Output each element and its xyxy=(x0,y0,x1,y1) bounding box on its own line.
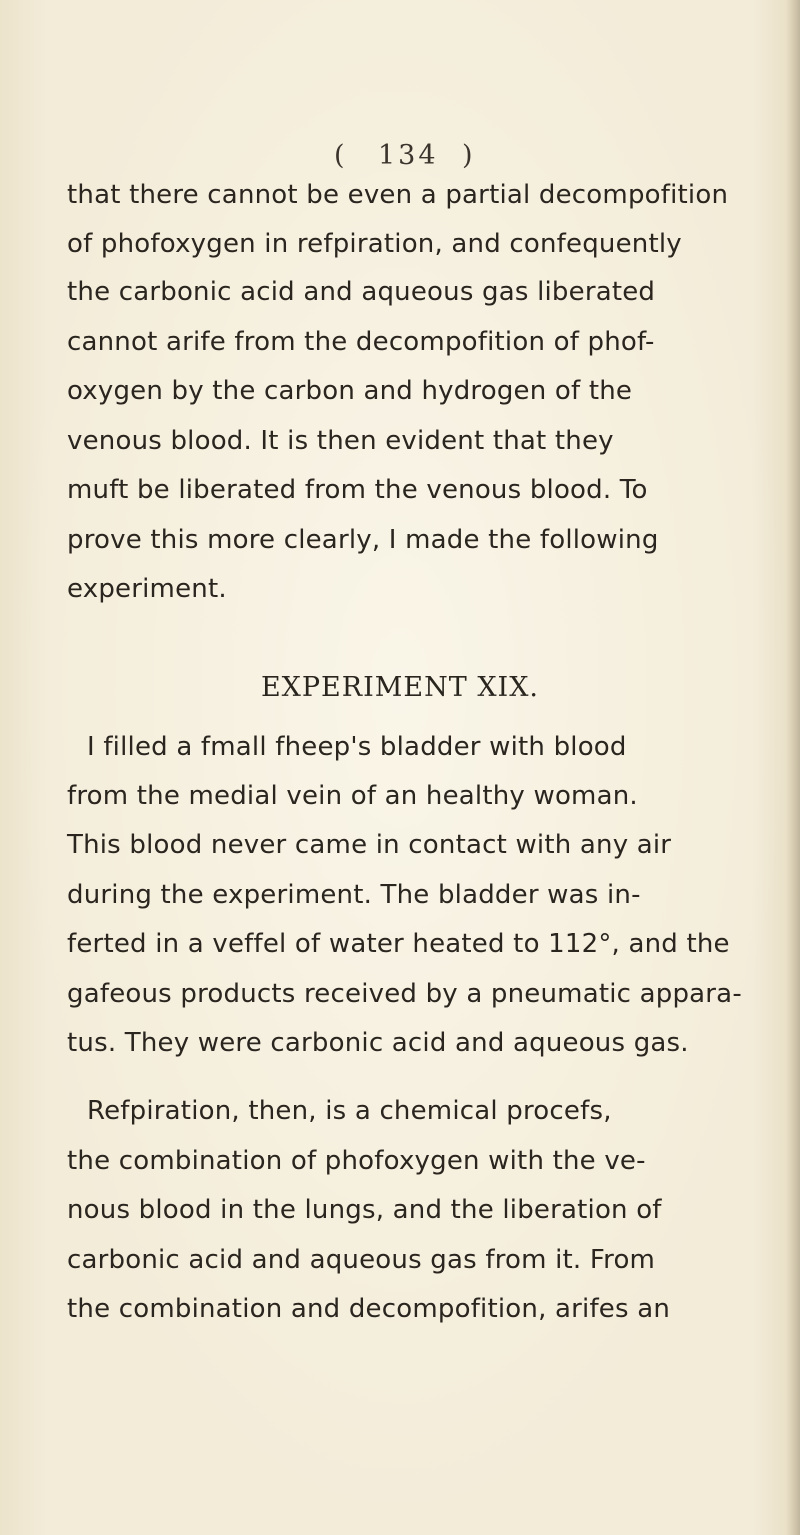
text-line: the combination and decompofition, arifes an xyxy=(67,1294,671,1324)
text-line: prove this more clearly, I made the following xyxy=(67,525,659,555)
text-line: tus. They were carbonic acid and aqueous gas. xyxy=(67,1028,689,1058)
text-line: from the medial vein of an healthy woman. xyxy=(67,781,638,811)
text-line: venous blood. It is then evident that they xyxy=(67,426,614,456)
experiment-heading: EXPERIMENT XIX. xyxy=(260,672,540,703)
text-line: Refpiration, then, is a chemical procefs, xyxy=(87,1096,612,1126)
text-line: I filled a fmall fheep's bladder with blood xyxy=(87,732,627,762)
text-line: ferted in a veffel of water heated to 112°, and the xyxy=(67,929,730,959)
text-line: cannot arife from the decompofition of phof- xyxy=(67,327,655,357)
page-number-paren-open: ( xyxy=(334,140,348,171)
text-line: muft be liberated from the venous blood. To xyxy=(67,475,648,505)
page-edge-shadow xyxy=(786,0,800,1535)
text-line: carbonic acid and aqueous gas from it. From xyxy=(67,1245,656,1275)
text-line: This blood never came in contact with any air xyxy=(67,830,672,860)
page-number: 134 xyxy=(378,140,439,171)
text-line: gafeous products received by a pneumatic appara- xyxy=(67,979,742,1009)
text-line: experiment. xyxy=(67,574,227,604)
text-line: during the experiment. The bladder was in- xyxy=(67,880,641,910)
text-line: the carbonic acid and aqueous gas liberated xyxy=(67,277,656,307)
page-number-paren-close: ) xyxy=(462,140,476,171)
text-line: oxygen by the carbon and hydrogen of the xyxy=(67,376,633,406)
text-line: that there cannot be even a partial decompofition xyxy=(67,180,729,210)
text-line: the combination of phofoxygen with the ve- xyxy=(67,1146,646,1176)
text-line: nous blood in the lungs, and the liberation of xyxy=(67,1195,662,1225)
text-line: of phofoxygen in refpiration, and confequently xyxy=(67,229,682,259)
